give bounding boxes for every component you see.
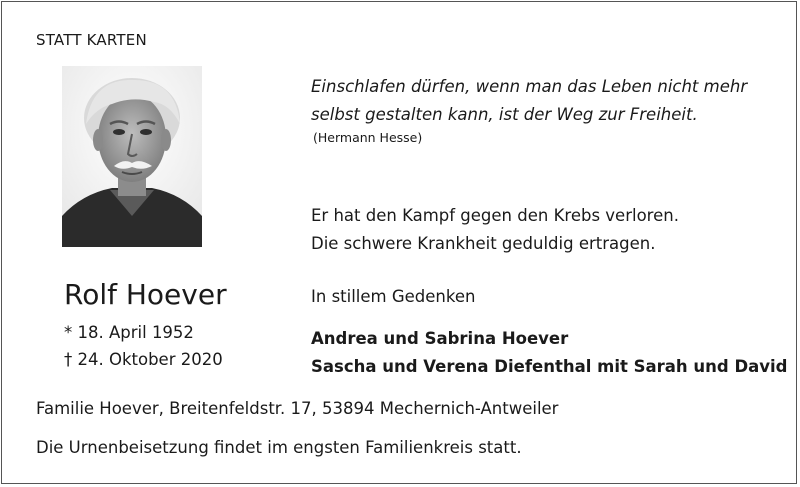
family-address: Familie Hoever, Breitenfeldstr. 17, 53894 Mechernich-Antweiler bbox=[36, 399, 559, 418]
quote-line-1: Einschlafen dürfen, wenn man das Leben nicht mehr bbox=[311, 77, 748, 96]
burial-note: Die Urnenbeisetzung findet im engsten Familienkreis statt. bbox=[36, 438, 522, 457]
birth-date: * 18. April 1952 bbox=[64, 323, 194, 342]
quote-line-2: selbst gestalten kann, ist der Weg zur Freiheit. bbox=[311, 105, 698, 124]
memory-line: In stillem Gedenken bbox=[311, 287, 476, 306]
mourner-line-2: Sascha und Verena Diefenthal mit Sarah und David bbox=[311, 357, 788, 376]
passing-line-2: Die schwere Krankheit geduldig ertragen. bbox=[311, 234, 656, 253]
quote bbox=[311, 73, 781, 129]
portrait-photo bbox=[62, 66, 202, 247]
passing-line-1: Er hat den Kampf gegen den Krebs verloren. bbox=[311, 206, 679, 225]
notice-header: STATT KARTEN bbox=[36, 31, 147, 49]
mourners bbox=[311, 325, 788, 381]
death-date: † 24. Oktober 2020 bbox=[64, 350, 223, 369]
mourner-line-1: Andrea und Sabrina Hoever bbox=[311, 329, 569, 348]
life-dates bbox=[64, 319, 223, 373]
passing-text bbox=[311, 202, 781, 258]
deceased-name: Rolf Hoever bbox=[64, 278, 227, 311]
quote-author: (Hermann Hesse) bbox=[313, 130, 423, 145]
